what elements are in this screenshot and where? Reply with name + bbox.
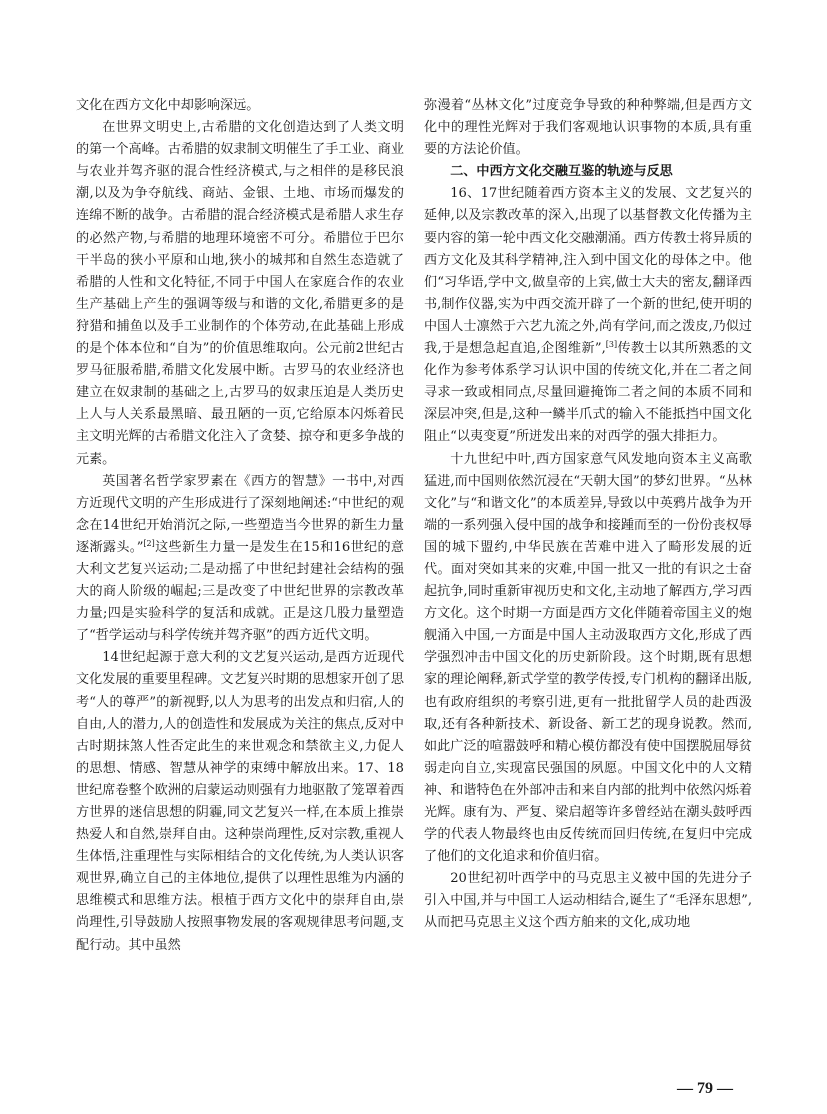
- paragraph: 十九世纪中叶,西方国家意气风发地向资本主义高歌猛进,而中国则依然沉浸在“天朝大国”的梦幻世界。“丛林文化”与“和谐文化”的本质差异,导致以中英鸦片战争为开端的一系列强入侵中国的战争和接踵而至的一份份丧权辱国的城下盟约,中华民族在苦难中进入了畸形发展的近代。面对突如其来的灾难,中国一批又一批的有识之士奋起抗争,同时重新审视历史和文化,主动地了解西方,学习西方文化。这个时期一方面是西方文化伴随着帝国主义的炮舰涌入中国,一方面是中国人主动汲取西方文化,形成了西学强烈冲击中国文化的历史新阶段。这个时期,既有思想家的理论阐释,新式学堂的教学传授,专门机构的翻译出版,也有政府组织的考察引进,更有一批批留学人员的赴西汲取,还有各种新技术、新设备、新工艺的现身说教。然而,如此广泛的喧嚣鼓呼和精心模仿都没有使中国摆脱屈辱贫弱走向自立,实现富民强国的夙愿。中国文化中的人文精神、和谐特色在外部冲击和来自内部的批判中依然闪烁着光辉。康有为、严复、梁启超等许多曾经站在潮头鼓呼西学的代表人物最终也由反传统而回归传统,在复归中完成了他们的文化追求和价值归宿。: [424, 451, 752, 865]
- paragraph: 弥漫着“丛林文化”过度竞争导致的种种弊端,但是西方文化中的理性光辉对于我们客观地认识事物的本质,具有重要的方法论价值。: [424, 98, 752, 158]
- paragraph: 在世界文明史上,古希腊的文化创造达到了人类文明的第一个高峰。古希腊的奴隶制文明催生了手工业、商业与农业并驾齐驱的混合性经济模式,与之相伴的是移民浪潮,以及为争夺航线、商站、金银、土地、市场而爆发的连绵不断的战争。古希腊的混合经济模式是希腊人求生存的必然产物,与希腊的地理环境密不可分。希腊位于巴尔干半岛的狭小平原和山地,狭小的城邦和自然生态造就了希腊的人性和文化特征,不同于中国人在家庭合作的农业生产基础上产生的强调等级与和谐的文化,希腊更多的是狩猎和捕鱼以及手工业制作的个体劳动,在此基础上形成的是个体本位和“自为”的价值思维取向。公元前2世纪古罗马征服希腊,希腊文化发展中断。古罗马的农业经济也建立在奴隶制的基础之上,古罗马的奴隶压迫是人类历史上人与人关系最黑暗、最丑陋的一页,它给原本闪烁着民主文明光辉的古希腊文化注入了贪婪、掠夺和更多争战的元素。: [76, 120, 404, 467]
- paragraph: [76, 471, 404, 648]
- paragraph-text: 传教士以其所熟悉的文化作为参考体系学习认识中国的传统文化,并在二者之间寻求一致或相同点,尽量回避掩饰二者之间的本质不同和深层冲突,但是,这种一鳞半爪式的输入不能抵挡中国文化阻止“以夷变夏”所迸发出来的对西学的强大排拒力。: [424, 341, 752, 445]
- paragraph-text: 英国著名哲学家罗素在《西方的智慧》一书中,对西方近现代文明的产生形成进行了深刻地阐述:“中世纪的观念在14世纪开始消沉之际,一些塑造当今世界的新生力量逐渐露头。”: [76, 473, 404, 555]
- paragraph: 20世纪初叶西学中的马克思主义被中国的先进分子引入中国,并与中国工人运动相结合,诞生了“毛泽东思想”,从而把马克思主义这个西方舶来的文化,成功地: [424, 871, 752, 931]
- paragraph-text: 这些新生力量一是发生在15和16世纪的意大利文艺复兴运动;二是动摇了中世纪封建社会结构的强大的商人阶级的崛起;三是改变了中世纪世界的宗教改革力量;四是实验科学的复活和成就。正是这几股力量塑造了“哲学运动与科学传统并驾齐驱”的西方近代文明。: [76, 539, 404, 644]
- page-number: — 79 —: [677, 1080, 733, 1097]
- section-heading: 二、中西方文化交融互鉴的轨迹与反思: [450, 164, 673, 180]
- citation-mark: [2]: [143, 538, 155, 548]
- paragraph: 文化在西方文化中却影响深远。: [76, 98, 260, 113]
- citation-mark: [3]: [605, 340, 618, 350]
- paragraph: [424, 183, 752, 448]
- left-column: [76, 95, 404, 957]
- right-column: [424, 95, 752, 935]
- paragraph: 14世纪起源于意大利的文艺复兴运动,是西方近现代文化发展的重要里程碑。文艺复兴时期的思想家开创了思考“人的尊严”的新视野,以人为思考的出发点和归宿,人的自由,人的潜力,人的创造性和发展成为关注的焦点,反对中古时期抹煞人性否定此生的来世观念和禁欲主义,力促人的思想、情感、智慧从神学的束缚中解放出来。17、18世纪席卷整个欧洲的启蒙运动则强有力地驱散了笼罩着西方世界的迷信思想的阴霾,同文艺复兴一样,在本质上推崇热爱人和自然,崇拜自由。这种崇尚理性,反对宗教,重视人生体悟,注重理性与实际相结合的文化传统,为人类认识客观世界,确立自己的主体地位,提供了以理性思维为内涵的思维模式和思维方法。根植于西方文化中的崇拜自由,崇尚理性,引导鼓励人按照事物发展的客观规律思考问题,支配行动。其中虽然: [76, 650, 404, 953]
- paragraph-text: 16、17世纪随着西方资本主义的发展、文艺复兴的延伸,以及宗教改革的深入,出现了以基督教文化传播为主要内容的第一轮中西文化交融潮涌。西方传教士将异质的西方文化及其科学精神,注入到中国文化的母体之中。他们“习华语,学中文,做皇帝的上宾,做士大夫的密友,翻译西书,制作仪器,实为中西交流开辟了一个新的世纪,使开明的中国人士凛然于六艺九流之外,尚有学问,而之泼皮,乃似过我,于是想急起直追,企图维新”,: [424, 186, 752, 357]
